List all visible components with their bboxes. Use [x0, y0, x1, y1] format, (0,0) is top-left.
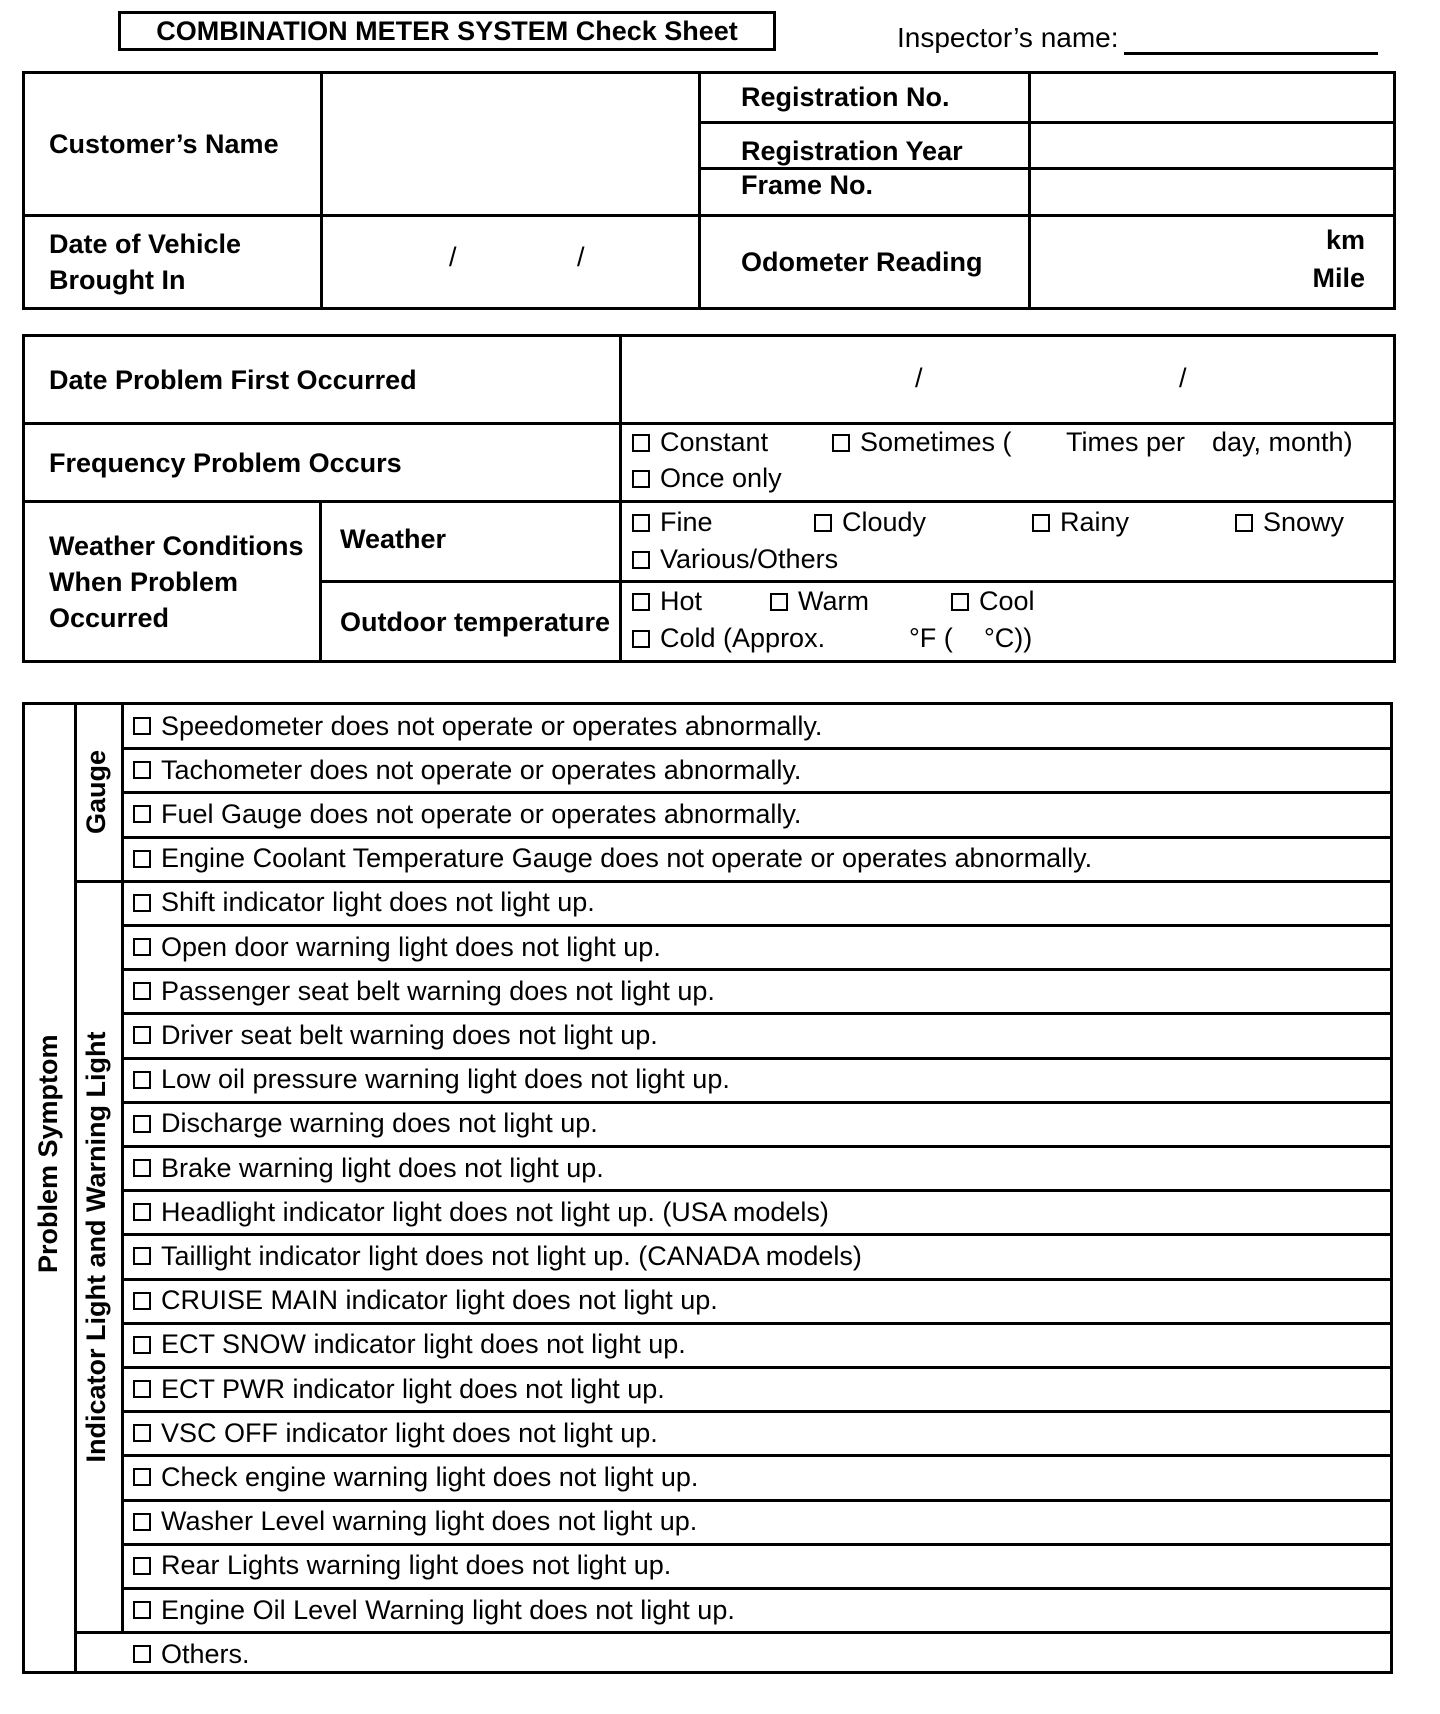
symptom-text: Rear Lights warning light does not light up. [161, 1550, 672, 1581]
row-divider [121, 1322, 1390, 1325]
checkbox[interactable] [632, 470, 650, 488]
checkbox[interactable] [133, 1026, 151, 1044]
weather-conditions-label: Weather Conditions When Problem Occurred [24, 502, 321, 662]
row-divider [121, 1410, 1390, 1413]
symptom-text: Washer Level warning light does not light up. [161, 1506, 698, 1537]
outdoor-temperature-label: Outdoor temperature [321, 582, 621, 662]
checkbox[interactable] [133, 1115, 151, 1133]
symptom-item[interactable] [133, 883, 595, 923]
symptom-text: Engine Oil Level Warning light does not light up. [161, 1594, 735, 1625]
temperature-options [621, 582, 1395, 662]
symptom-text: Driver seat belt warning does not light up. [161, 1019, 658, 1050]
symptom-item[interactable] [133, 794, 801, 834]
checkbox[interactable] [133, 938, 151, 956]
weather-options [621, 502, 1395, 582]
row-divider [121, 1366, 1390, 1369]
temp-hot-option[interactable]: Hot [632, 586, 702, 617]
symptom-text: VSC OFF indicator light does not light up. [161, 1417, 658, 1448]
symptom-item[interactable] [133, 1457, 698, 1497]
row-divider [121, 968, 1390, 971]
date-brought-in-label: Date of Vehicle Brought In [24, 216, 322, 309]
row-divider [121, 1012, 1390, 1015]
checkbox[interactable] [133, 761, 151, 779]
temp-fahrenheit-text: °F ( [909, 623, 953, 653]
row-divider [121, 1278, 1390, 1281]
checkbox[interactable] [770, 593, 788, 611]
gauge-label: Gauge [81, 749, 111, 835]
checkbox[interactable] [133, 1203, 151, 1221]
weather-rainy-option[interactable]: Rainy [1032, 507, 1129, 538]
symptom-item[interactable] [133, 1236, 862, 1276]
symptom-others[interactable] [133, 1634, 250, 1674]
checkbox[interactable] [1032, 514, 1050, 532]
divider [121, 705, 124, 1632]
checkbox[interactable] [133, 1424, 151, 1442]
row-divider [74, 1631, 1390, 1634]
symptom-text: Fuel Gauge does not operate or operates abnormally. [161, 798, 802, 829]
symptom-item[interactable] [133, 839, 1092, 879]
symptom-item[interactable] [133, 1413, 658, 1453]
checkbox[interactable] [632, 434, 650, 452]
weather-label: Weather [321, 502, 621, 582]
checkbox[interactable] [133, 1071, 151, 1089]
row-divider [121, 791, 1390, 794]
date-separator: / [449, 242, 457, 272]
checkbox[interactable] [133, 1468, 151, 1486]
check-sheet-title: COMBINATION METER SYSTEM Check Sheet [118, 11, 776, 51]
symptom-text: Open door warning light does not light up. [161, 931, 661, 962]
date-separator: / [577, 242, 585, 272]
symptom-item[interactable] [133, 1281, 718, 1321]
symptom-text: ECT SNOW indicator light does not light up. [161, 1329, 686, 1360]
checkbox[interactable] [814, 514, 832, 532]
row-divider [121, 1145, 1390, 1148]
row-divider [121, 1587, 1390, 1590]
symptom-text: Speedometer does not operate or operates abnormally. [161, 710, 823, 741]
temp-celsius-text: °C)) [984, 623, 1033, 653]
odometer-label: Odometer Reading [700, 216, 1030, 309]
symptom-item[interactable] [133, 971, 715, 1011]
checkbox[interactable] [133, 1557, 151, 1575]
weather-snowy-option[interactable]: Snowy [1235, 507, 1344, 538]
checkbox[interactable] [1235, 514, 1253, 532]
symptom-item[interactable] [133, 1104, 598, 1144]
checkbox[interactable] [133, 894, 151, 912]
symptom-text: Tachometer does not operate or operates abnormally. [161, 754, 802, 785]
symptom-item[interactable] [133, 1148, 604, 1188]
temp-cold-option[interactable]: Cold (Approx. [632, 623, 825, 654]
customer-name-label: Customer’s Name [24, 73, 322, 216]
symptom-item[interactable] [133, 1590, 735, 1630]
date-brought-in-field[interactable] [322, 216, 700, 309]
unit-km: km [1325, 225, 1365, 255]
checkbox[interactable] [133, 1380, 151, 1398]
frame-no-label: Frame No. [700, 169, 1030, 216]
symptom-text: Discharge warning does not light up. [161, 1108, 598, 1139]
customer-name-field[interactable] [322, 73, 700, 216]
row-divider [121, 924, 1390, 927]
temp-warm-option[interactable]: Warm [770, 586, 869, 617]
freq-constant-option[interactable]: Constant [632, 427, 768, 458]
checkbox[interactable] [632, 551, 650, 569]
problem-symptom-section [22, 702, 1393, 1674]
checkbox[interactable] [133, 1159, 151, 1177]
symptom-item[interactable] [133, 1546, 671, 1586]
checkbox[interactable] [133, 982, 151, 1000]
symptom-text: Engine Coolant Temperature Gauge does not operate or operates abnormally. [161, 843, 1093, 874]
checkbox[interactable] [133, 850, 151, 868]
checkbox[interactable] [832, 434, 850, 452]
frequency-options [621, 424, 1395, 502]
checkbox[interactable] [133, 717, 151, 735]
registration-year-label: Registration Year [700, 123, 1030, 169]
registration-no-field[interactable] [1030, 73, 1395, 123]
symptom-text: Low oil pressure warning light does not light up. [161, 1064, 730, 1095]
date-separator: / [915, 363, 923, 393]
symptom-text: Brake warning light does not light up. [161, 1152, 604, 1183]
symptom-item[interactable] [133, 1325, 686, 1365]
symptom-text: Others. [161, 1638, 250, 1669]
symptom-text: Headlight indicator light does not light up. (USA models) [161, 1196, 829, 1227]
date-first-occurred-field[interactable] [621, 336, 1395, 424]
row-divider [121, 1543, 1390, 1546]
row-divider [121, 1233, 1390, 1236]
symptom-text: CRUISE MAIN indicator light does not light up. [161, 1285, 718, 1316]
symptom-text: Taillight indicator light does not light up. (CANADA models) [161, 1240, 862, 1271]
symptom-item[interactable] [133, 1015, 658, 1055]
row-divider [121, 747, 1390, 750]
checkbox[interactable] [133, 1513, 151, 1531]
freq-day-month-text: day, month) [1212, 427, 1353, 457]
symptom-item[interactable] [133, 750, 801, 790]
symptom-text: Check engine warning light does not light up. [161, 1461, 699, 1492]
symptom-text: Shift indicator light does not light up. [161, 887, 595, 918]
freq-times-per-text: Times per [1066, 427, 1186, 457]
row-divider [121, 1454, 1390, 1457]
row-divider [121, 1101, 1390, 1104]
checkbox[interactable] [133, 1247, 151, 1265]
date-first-occurred-label: Date Problem First Occurred [24, 336, 621, 424]
checkbox[interactable] [632, 593, 650, 611]
registration-no-label: Registration No. [700, 73, 1030, 123]
inspector-name-label: Inspector’s name: [897, 22, 1119, 53]
symptom-item[interactable] [133, 1502, 697, 1542]
freq-once-option[interactable]: Once only [632, 463, 782, 494]
row-divider [121, 1499, 1390, 1502]
problem-symptom-label: Problem Symptom [33, 1034, 63, 1273]
checkbox[interactable] [632, 514, 650, 532]
checkbox[interactable] [133, 1645, 151, 1663]
inspector-name-field[interactable] [1124, 52, 1378, 55]
row-divider [121, 1189, 1390, 1192]
symptom-item[interactable] [133, 1192, 829, 1232]
symptom-item[interactable] [133, 927, 661, 967]
row-divider [74, 880, 1390, 883]
unit-mile: Mile [1312, 263, 1365, 293]
vehicle-info-table [22, 71, 1396, 310]
indicator-warning-label: Indicator Light and Warning Light [81, 1031, 111, 1463]
frequency-label: Frequency Problem Occurs [24, 424, 621, 502]
weather-various-option[interactable]: Various/Others [632, 544, 838, 575]
symptom-item[interactable] [133, 706, 822, 746]
symptom-item[interactable] [133, 1060, 730, 1100]
symptom-text: ECT PWR indicator light does not light up. [161, 1373, 665, 1404]
checkbox[interactable] [133, 1601, 151, 1619]
row-divider [121, 836, 1390, 839]
odometer-field[interactable] [1030, 216, 1395, 309]
problem-info-table [22, 334, 1396, 663]
checkbox[interactable] [133, 1336, 151, 1354]
checkbox[interactable] [133, 805, 151, 823]
symptom-text: Passenger seat belt warning does not light up. [161, 975, 715, 1006]
checkbox[interactable] [951, 593, 969, 611]
weather-fine-option[interactable]: Fine [632, 507, 713, 538]
symptom-item[interactable] [133, 1369, 665, 1409]
checkbox[interactable] [133, 1292, 151, 1310]
divider [74, 705, 77, 1671]
row-divider [121, 1057, 1390, 1060]
date-separator: / [1179, 363, 1187, 393]
temp-cool-option[interactable]: Cool [951, 586, 1035, 617]
registration-year-field[interactable] [1030, 123, 1395, 169]
freq-sometimes-option[interactable]: Sometimes ( [832, 427, 1012, 458]
weather-cloudy-option[interactable]: Cloudy [814, 507, 926, 538]
checkbox[interactable] [632, 630, 650, 648]
frame-no-field[interactable] [1030, 169, 1395, 216]
